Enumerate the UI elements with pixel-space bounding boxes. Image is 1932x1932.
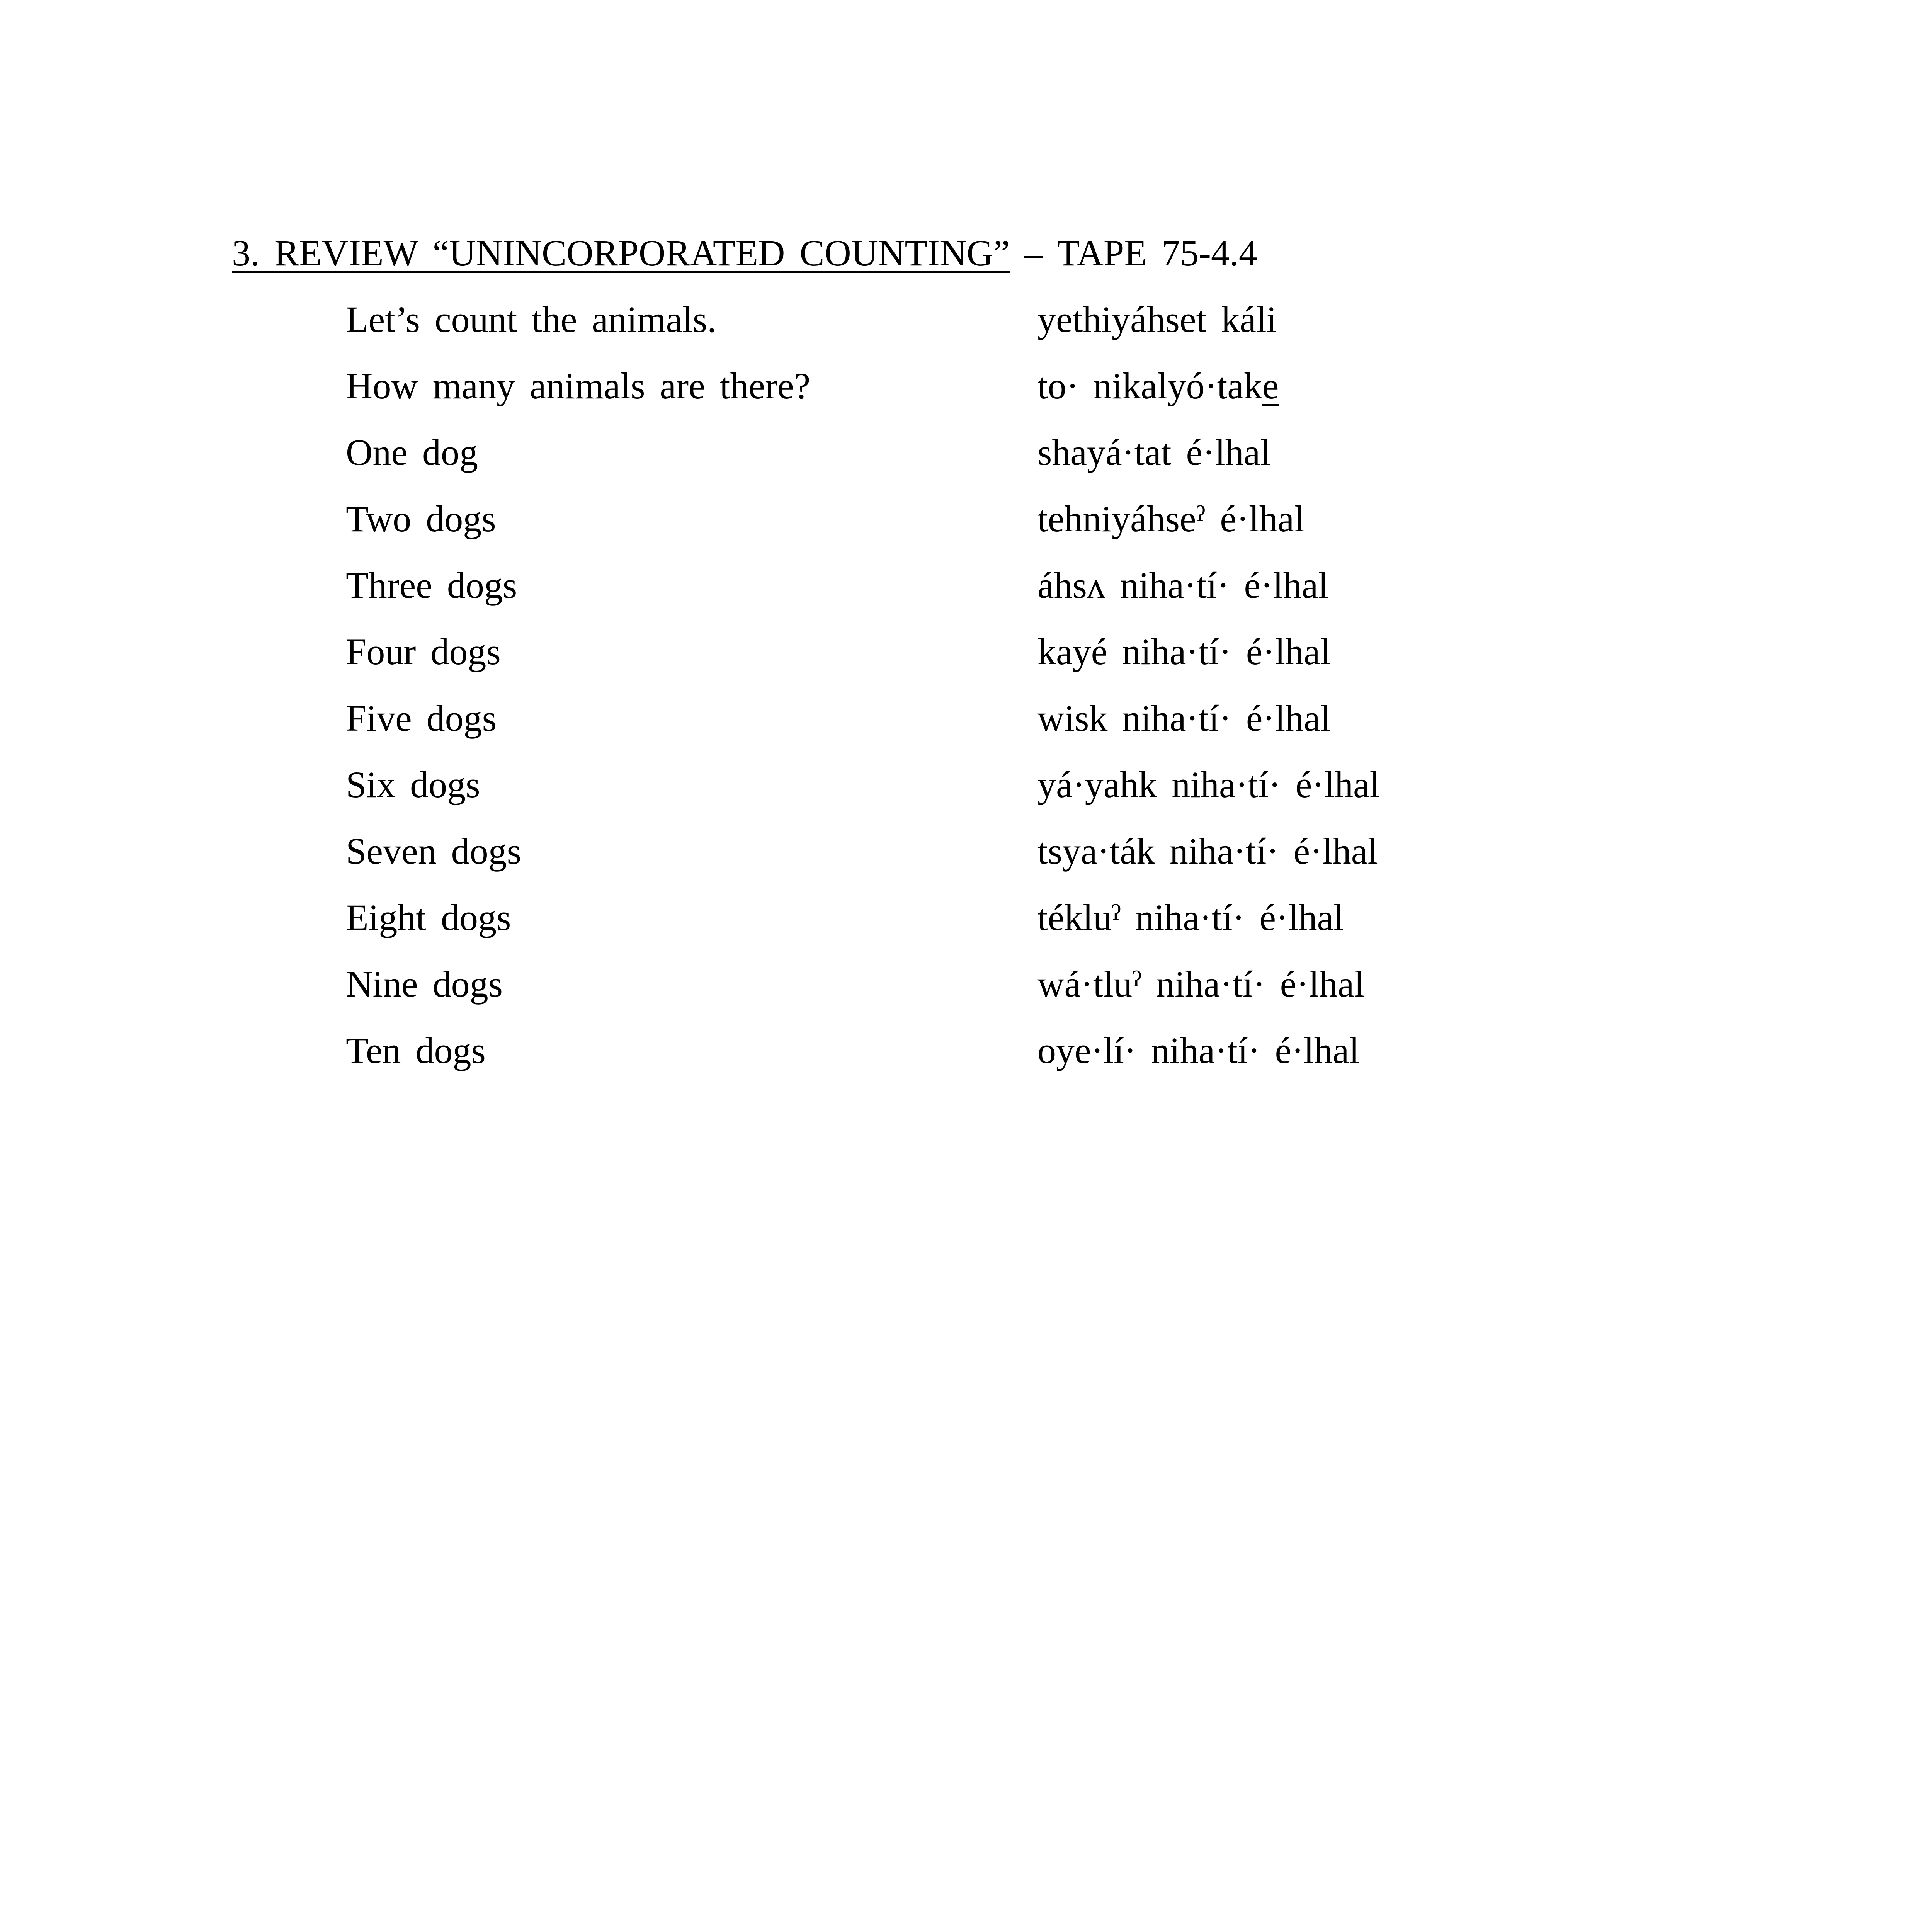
tuscarora-phrase: yethiyáhset káli bbox=[1037, 299, 1277, 340]
vocabulary-row bbox=[346, 294, 1660, 361]
vocabulary-row bbox=[346, 760, 1660, 826]
english-phrase: Seven dogs bbox=[346, 830, 521, 872]
english-phrase: Eight dogs bbox=[346, 897, 511, 938]
vocabulary-row bbox=[346, 427, 1660, 494]
tuscarora-phrase-main: to· nikalyó·tak bbox=[1037, 365, 1262, 406]
vocabulary-row bbox=[346, 693, 1660, 760]
section-heading bbox=[232, 228, 1257, 278]
tuscarora-phrase: yá·yahk niha·tí· é·lhal bbox=[1037, 764, 1380, 805]
tuscarora-phrase: áhsʌ niha·tí· é·lhal bbox=[1037, 565, 1329, 606]
vocabulary-list bbox=[346, 294, 1660, 1092]
tuscarora-phrase: tékluˀ niha·tí· é·lhal bbox=[1037, 897, 1344, 938]
tuscarora-phrase bbox=[1037, 361, 1279, 411]
tuscarora-phrase: wá·tluˀ niha·tí· é·lhal bbox=[1037, 963, 1365, 1005]
english-phrase: How many animals are there? bbox=[346, 365, 811, 406]
tuscarora-phrase: wisk niha·tí· é·lhal bbox=[1037, 697, 1331, 739]
vocabulary-row bbox=[346, 1026, 1660, 1092]
vocabulary-row bbox=[346, 893, 1660, 959]
tuscarora-phrase: tehniyáhseˀ é·lhal bbox=[1037, 498, 1304, 539]
english-phrase: Two dogs bbox=[346, 498, 496, 539]
english-phrase: Three dogs bbox=[346, 565, 517, 606]
vocabulary-row bbox=[346, 494, 1660, 560]
english-phrase: Ten dogs bbox=[346, 1030, 486, 1071]
section-heading-title: 3. REVIEW “UNINCORPORATED COUNTING” bbox=[232, 232, 1010, 274]
vocabulary-row bbox=[346, 959, 1660, 1026]
tuscarora-phrase: kayé niha·tí· é·lhal bbox=[1037, 631, 1331, 672]
english-phrase: Five dogs bbox=[346, 697, 497, 739]
vocabulary-row bbox=[346, 826, 1660, 893]
tuscarora-phrase: oye·lí· niha·tí· é·lhal bbox=[1037, 1030, 1359, 1071]
english-phrase: Let’s count the animals. bbox=[346, 299, 717, 340]
english-phrase: One dog bbox=[346, 432, 478, 473]
vocabulary-row bbox=[346, 560, 1660, 627]
english-phrase: Six dogs bbox=[346, 764, 480, 805]
vocabulary-row bbox=[346, 627, 1660, 693]
vocabulary-row bbox=[346, 361, 1660, 427]
tuscarora-phrase: shayá·tat é·lhal bbox=[1037, 432, 1271, 473]
english-phrase: Nine dogs bbox=[346, 963, 503, 1005]
section-heading-tape: – TAPE 75-4.4 bbox=[1010, 232, 1257, 274]
english-phrase: Four dogs bbox=[346, 631, 501, 672]
tuscarora-phrase-underlined-letter: e bbox=[1262, 365, 1279, 406]
tuscarora-phrase: tsya·ták niha·tí· é·lhal bbox=[1037, 830, 1378, 872]
